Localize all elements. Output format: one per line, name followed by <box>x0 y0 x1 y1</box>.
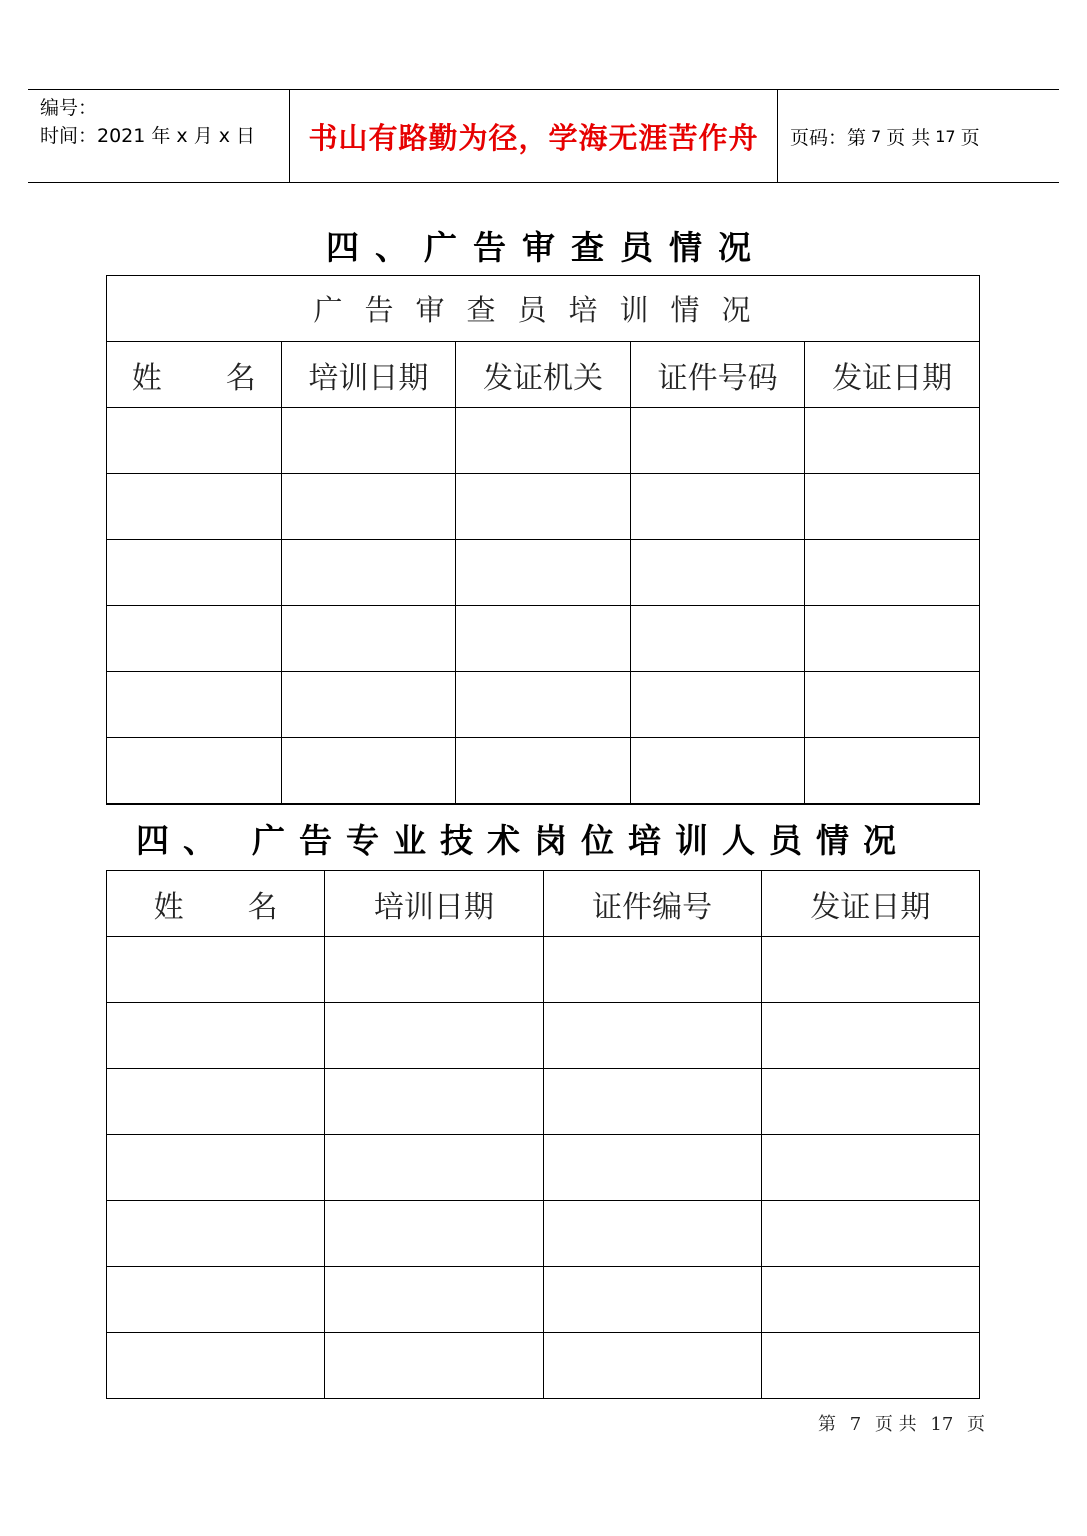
table-cell[interactable] <box>107 937 325 1003</box>
footer-current: 7 <box>849 1414 862 1435</box>
table-cell[interactable] <box>456 540 631 606</box>
table-row <box>107 1003 980 1069</box>
table-cell[interactable] <box>630 738 805 804</box>
table-cell[interactable] <box>325 1135 543 1201</box>
table-cell[interactable] <box>456 474 631 540</box>
table-cell[interactable] <box>107 606 282 672</box>
col-name <box>107 871 325 937</box>
table-row <box>107 1069 980 1135</box>
col-name <box>107 342 282 408</box>
table-cell[interactable] <box>325 1201 543 1267</box>
table-cell[interactable] <box>805 606 980 672</box>
table-cell[interactable] <box>805 540 980 606</box>
table-cell[interactable] <box>630 408 805 474</box>
col-name-char2: 名 <box>247 889 278 925</box>
table-cell[interactable] <box>107 474 282 540</box>
section1-title: 四、广告审查员情况 <box>326 228 767 267</box>
table-cell[interactable] <box>761 1333 979 1399</box>
table1-header-row <box>107 342 980 408</box>
col-certificate-number: 证件号码 <box>630 342 805 408</box>
table-row <box>107 1201 980 1267</box>
table-cell[interactable] <box>805 738 980 804</box>
table-cell[interactable] <box>630 672 805 738</box>
table-row <box>107 1333 980 1399</box>
table-cell[interactable] <box>107 1201 325 1267</box>
page-header <box>28 89 1059 183</box>
table-cell[interactable] <box>325 1003 543 1069</box>
table-cell[interactable] <box>281 738 456 804</box>
col-issue-date: 发证日期 <box>805 342 980 408</box>
footer-total: 17 <box>930 1414 954 1435</box>
section2-title <box>136 815 910 862</box>
section2-title-text: 广告专业技术岗位培训人员情况 <box>252 821 910 860</box>
table-cell[interactable] <box>107 738 282 804</box>
table-cell[interactable] <box>456 738 631 804</box>
table-cell[interactable] <box>543 1069 761 1135</box>
table-cell[interactable] <box>761 937 979 1003</box>
table-cell[interactable] <box>325 937 543 1003</box>
table-cell[interactable] <box>543 1267 761 1333</box>
table-row <box>107 606 980 672</box>
table-cell[interactable] <box>761 1003 979 1069</box>
table-cell[interactable] <box>761 1201 979 1267</box>
table-cell[interactable] <box>456 606 631 672</box>
table-cell[interactable] <box>281 606 456 672</box>
footer-suffix: 页 <box>967 1414 986 1435</box>
table-cell[interactable] <box>325 1069 543 1135</box>
table-cell[interactable] <box>456 672 631 738</box>
table-row <box>107 474 980 540</box>
table-cell[interactable] <box>281 474 456 540</box>
page-current: 7 <box>871 126 882 146</box>
table-cell[interactable] <box>325 1267 543 1333</box>
table-cell[interactable] <box>543 1333 761 1399</box>
col-name-char2: 名 <box>225 360 256 396</box>
serial-label: 编号： <box>40 97 98 119</box>
table-cell[interactable] <box>281 408 456 474</box>
reviewer-training-table <box>106 275 980 805</box>
col-certificate-number: 证件编号 <box>543 871 761 937</box>
table-cell[interactable] <box>630 474 805 540</box>
table-cell[interactable] <box>543 1003 761 1069</box>
col-issuing-authority: 发证机关 <box>456 342 631 408</box>
time-label: 时间：2021 年 x 月 x 日 <box>40 125 256 147</box>
header-motto-cell <box>290 90 778 182</box>
table-cell[interactable] <box>456 408 631 474</box>
table-cell[interactable] <box>543 937 761 1003</box>
col-name-char1: 姓 <box>131 360 162 396</box>
table-cell[interactable] <box>805 672 980 738</box>
table2-header-row <box>107 871 980 937</box>
table-cell[interactable] <box>107 1003 325 1069</box>
table1-caption: 广告审查员培训情况 <box>107 276 980 342</box>
technical-staff-training-table <box>106 870 980 1399</box>
section2-title-number: 四、 <box>136 821 230 860</box>
header-page-number <box>778 90 1059 182</box>
table-cell[interactable] <box>805 408 980 474</box>
page-mid: 页 共 <box>886 126 931 149</box>
table-row <box>107 1267 980 1333</box>
table-cell[interactable] <box>543 1135 761 1201</box>
table-cell[interactable] <box>107 1135 325 1201</box>
footer-prefix: 第 <box>818 1414 836 1435</box>
page-suffix: 页 <box>960 126 980 149</box>
table-cell[interactable] <box>761 1267 979 1333</box>
table-cell[interactable] <box>325 1333 543 1399</box>
table-row <box>107 1135 980 1201</box>
table-cell[interactable] <box>761 1135 979 1201</box>
col-issue-date: 发证日期 <box>761 871 979 937</box>
col-training-date: 培训日期 <box>281 342 456 408</box>
table-cell[interactable] <box>107 1333 325 1399</box>
table-cell[interactable] <box>630 540 805 606</box>
page-prefix: 页码：第 <box>790 126 867 149</box>
table-cell[interactable] <box>107 672 282 738</box>
table-cell[interactable] <box>761 1069 979 1135</box>
header-meta <box>28 90 290 182</box>
table-cell[interactable] <box>107 540 282 606</box>
motto-text: 书山有路勤为径，学海无涯苦作舟 <box>308 120 759 155</box>
table-cell[interactable] <box>281 672 456 738</box>
table-cell[interactable] <box>107 408 282 474</box>
col-name-char1: 姓 <box>153 889 184 925</box>
table-row <box>107 408 980 474</box>
table-row <box>107 738 980 804</box>
table-cell[interactable] <box>107 1069 325 1135</box>
table-cell[interactable] <box>107 1267 325 1333</box>
table-row <box>107 540 980 606</box>
page-total: 17 <box>935 126 956 146</box>
table-cell[interactable] <box>281 540 456 606</box>
table-cell[interactable] <box>543 1201 761 1267</box>
table-cell[interactable] <box>630 606 805 672</box>
table-row <box>107 937 980 1003</box>
footer-mid: 页 共 <box>874 1414 917 1435</box>
table-row <box>107 672 980 738</box>
col-training-date: 培训日期 <box>325 871 543 937</box>
table-cell[interactable] <box>805 474 980 540</box>
page-footer <box>818 1410 985 1436</box>
